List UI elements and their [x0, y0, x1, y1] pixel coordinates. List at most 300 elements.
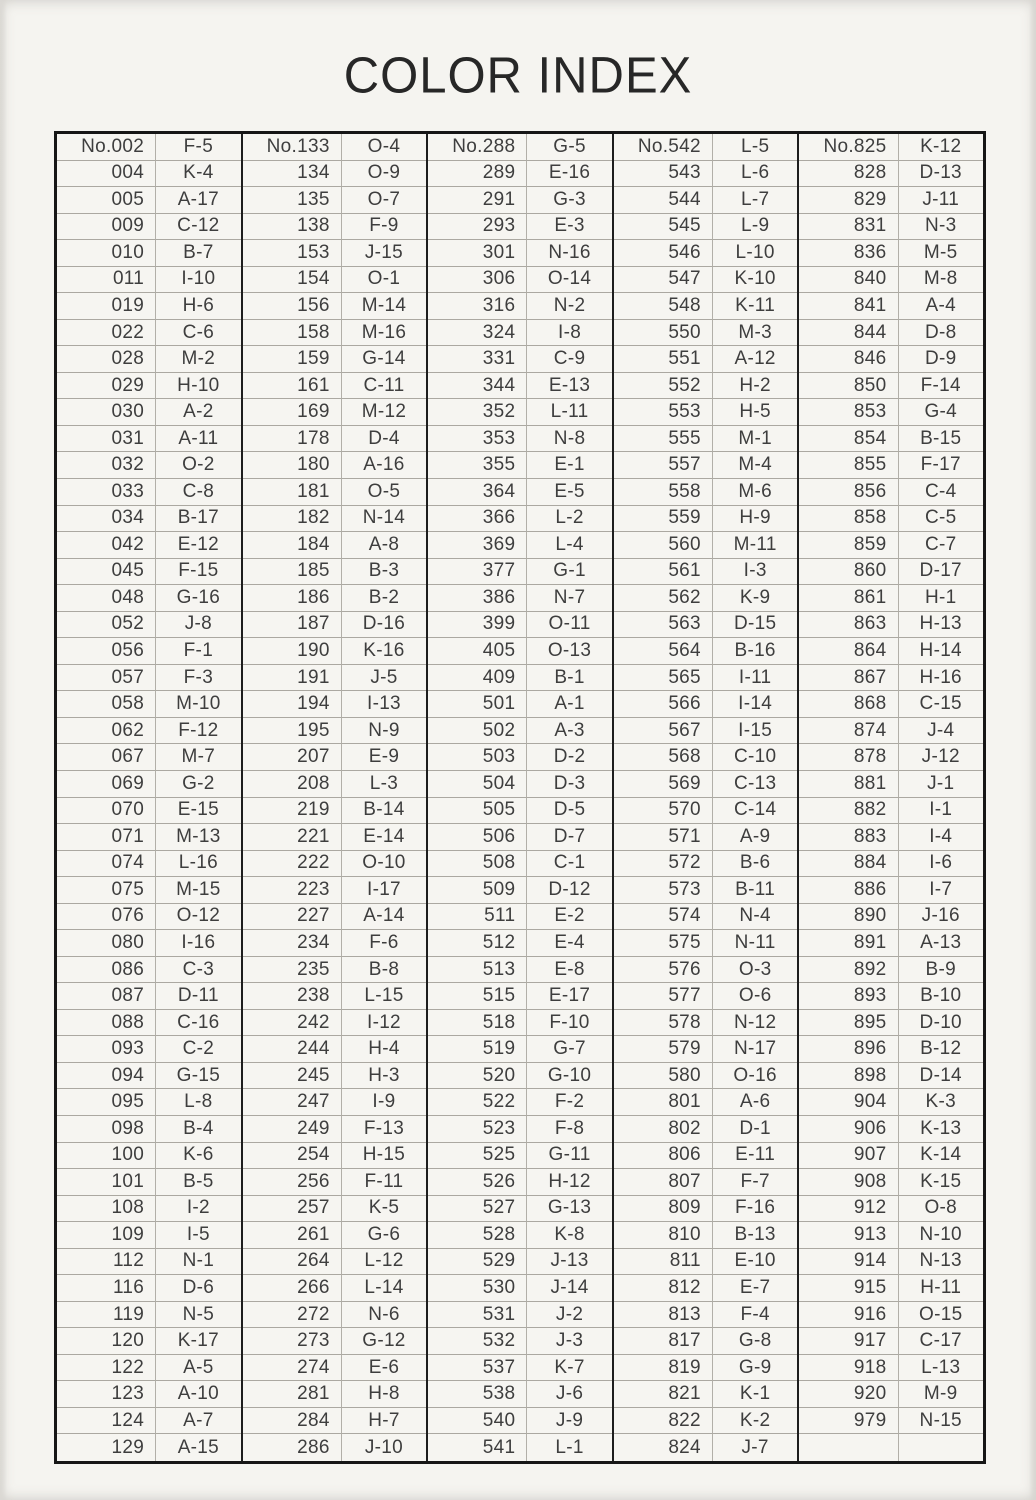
color-code-cell: C-2 [156, 1036, 240, 1063]
color-code-cell: D-13 [899, 161, 983, 188]
color-code-cell: J-12 [899, 744, 983, 771]
color-code-cell: B-13 [713, 1222, 797, 1249]
color-number-cell: 518 [428, 1010, 527, 1037]
color-code-cell: N-14 [342, 506, 426, 533]
color-number-cell: 184 [243, 532, 342, 559]
color-number-cell: 281 [243, 1381, 342, 1408]
color-code-cell: D-9 [899, 346, 983, 373]
color-number-cell: 093 [57, 1036, 156, 1063]
color-number-cell: 867 [799, 665, 898, 692]
color-code-cell: O-10 [342, 851, 426, 878]
color-number-cell: 029 [57, 373, 156, 400]
color-code-cell: O-6 [713, 983, 797, 1010]
color-number-cell: 895 [799, 1010, 898, 1037]
color-number-cell: 574 [614, 904, 713, 931]
color-number-cell: 829 [799, 187, 898, 214]
color-number-cell: 344 [428, 373, 527, 400]
color-number-cell: 153 [243, 240, 342, 267]
color-number-cell: 802 [614, 1116, 713, 1143]
color-code-cell: B-6 [713, 851, 797, 878]
color-code-cell: N-9 [342, 718, 426, 745]
color-number-cell: 158 [243, 320, 342, 347]
color-number-cell: 918 [799, 1355, 898, 1382]
color-code-cell: D-8 [899, 320, 983, 347]
color-code-cell: F-7 [713, 1169, 797, 1196]
color-number-cell: 331 [428, 346, 527, 373]
color-number-cell: 058 [57, 691, 156, 718]
color-code-cell: D-15 [713, 612, 797, 639]
color-number-cell: 366 [428, 506, 527, 533]
color-code-cell: E-4 [527, 930, 611, 957]
color-code-cell: L-13 [899, 1355, 983, 1382]
color-code-cell: M-10 [156, 691, 240, 718]
color-code-cell: I-11 [713, 665, 797, 692]
color-number-cell: 076 [57, 904, 156, 931]
color-number-cell: 505 [428, 798, 527, 825]
color-code-cell: M-13 [156, 824, 240, 851]
color-number-cell: 855 [799, 452, 898, 479]
color-code-cell: F-2 [527, 1089, 611, 1116]
color-number-cell: 301 [428, 240, 527, 267]
color-code-cell: M-1 [713, 426, 797, 453]
color-number-cell: 512 [428, 930, 527, 957]
color-number-cell: 853 [799, 399, 898, 426]
color-code-cell: B-10 [899, 983, 983, 1010]
color-code-cell: G-5 [527, 134, 611, 161]
color-code-cell: B-1 [527, 665, 611, 692]
color-number-cell: 088 [57, 1010, 156, 1037]
color-number-cell: No.825 [799, 134, 898, 161]
color-code-cell: H-15 [342, 1143, 426, 1170]
color-code-cell: O-5 [342, 479, 426, 506]
color-number-cell: 031 [57, 426, 156, 453]
color-code-cell: D-7 [527, 824, 611, 851]
color-code-cell: K-9 [713, 585, 797, 612]
color-number-cell: 846 [799, 346, 898, 373]
color-code-cell: N-6 [342, 1302, 426, 1329]
color-code-cell: H-1 [899, 585, 983, 612]
color-number-cell: 892 [799, 957, 898, 984]
color-code-cell: C-15 [899, 691, 983, 718]
color-number-cell: 019 [57, 293, 156, 320]
color-code-cell: J-4 [899, 718, 983, 745]
color-number-cell: 154 [243, 267, 342, 294]
color-number-cell: 353 [428, 426, 527, 453]
color-code-cell: G-14 [342, 346, 426, 373]
color-number-cell: 011 [57, 267, 156, 294]
color-number-cell: 550 [614, 320, 713, 347]
color-number-cell: 284 [243, 1408, 342, 1435]
color-code-cell: D-5 [527, 798, 611, 825]
color-number-cell: 881 [799, 771, 898, 798]
color-number-cell: 546 [614, 240, 713, 267]
color-code-cell: F-11 [342, 1169, 426, 1196]
color-code-cell: O-14 [527, 267, 611, 294]
color-number-cell: 528 [428, 1222, 527, 1249]
color-number-cell: 506 [428, 824, 527, 851]
color-code-cell: A-17 [156, 187, 240, 214]
color-number-cell: 511 [428, 904, 527, 931]
color-number-cell: 884 [799, 851, 898, 878]
color-number-cell: 293 [428, 214, 527, 241]
color-code-cell: B-11 [713, 877, 797, 904]
color-code-cell: E-13 [527, 373, 611, 400]
color-code-cell: F-10 [527, 1010, 611, 1037]
color-code-cell: A-6 [713, 1089, 797, 1116]
color-number-cell: 116 [57, 1275, 156, 1302]
color-code-cell: J-14 [527, 1275, 611, 1302]
color-number-cell: 854 [799, 426, 898, 453]
color-code-cell: G-2 [156, 771, 240, 798]
color-code-cell: L-16 [156, 851, 240, 878]
color-number-cell: 244 [243, 1036, 342, 1063]
color-code-cell: F-6 [342, 930, 426, 957]
color-code-cell: D-14 [899, 1063, 983, 1090]
color-code-cell: E-16 [527, 161, 611, 188]
color-code-cell: K-11 [713, 293, 797, 320]
color-number-cell: 245 [243, 1063, 342, 1090]
color-code-cell: H-8 [342, 1381, 426, 1408]
color-code-cell: N-1 [156, 1249, 240, 1276]
color-code-cell: C-6 [156, 320, 240, 347]
color-code-cell: K-13 [899, 1116, 983, 1143]
color-number-cell: 890 [799, 904, 898, 931]
color-number-cell: 129 [57, 1434, 156, 1461]
color-number-cell: 559 [614, 506, 713, 533]
color-code-cell: N-5 [156, 1302, 240, 1329]
color-code-cell: L-5 [713, 134, 797, 161]
color-number-cell: 564 [614, 638, 713, 665]
color-code-cell: M-2 [156, 346, 240, 373]
color-number-cell: 124 [57, 1408, 156, 1435]
color-number-cell: 906 [799, 1116, 898, 1143]
color-code-cell: K-16 [342, 638, 426, 665]
color-number-cell: 399 [428, 612, 527, 639]
color-code-cell: D-1 [713, 1116, 797, 1143]
color-code-cell: I-2 [156, 1196, 240, 1223]
color-code-cell: K-1 [713, 1381, 797, 1408]
color-code-cell: N-10 [899, 1222, 983, 1249]
color-number-cell: 882 [799, 798, 898, 825]
color-code-cell: C-14 [713, 798, 797, 825]
color-code-cell: C-5 [899, 506, 983, 533]
color-number-cell: 912 [799, 1196, 898, 1223]
color-code-cell: I-14 [713, 691, 797, 718]
index-column-5 [799, 134, 983, 1461]
color-code-cell: G-8 [713, 1328, 797, 1355]
color-code-cell: B-4 [156, 1116, 240, 1143]
color-code-cell: D-6 [156, 1275, 240, 1302]
color-code-cell: J-6 [527, 1381, 611, 1408]
color-number-cell: 369 [428, 532, 527, 559]
color-code-cell: L-11 [527, 399, 611, 426]
color-number-cell: 009 [57, 214, 156, 241]
color-number-cell: 916 [799, 1302, 898, 1329]
index-column-1 [57, 134, 243, 1461]
color-number-cell: 138 [243, 214, 342, 241]
color-code-cell: O-4 [342, 134, 426, 161]
color-code-cell: E-10 [713, 1249, 797, 1276]
color-code-cell: I-5 [156, 1222, 240, 1249]
color-code-cell: A-2 [156, 399, 240, 426]
color-code-cell: M-6 [713, 479, 797, 506]
color-number-cell: 071 [57, 824, 156, 851]
color-number-cell: 538 [428, 1381, 527, 1408]
color-code-cell: E-7 [713, 1275, 797, 1302]
color-number-cell: 801 [614, 1089, 713, 1116]
color-number-cell: 907 [799, 1143, 898, 1170]
color-code-cell: E-6 [342, 1355, 426, 1382]
color-number-cell: 917 [799, 1328, 898, 1355]
color-number-cell: 254 [243, 1143, 342, 1170]
color-number-cell: 100 [57, 1143, 156, 1170]
color-code-cell: B-7 [156, 240, 240, 267]
color-code-cell: N-17 [713, 1036, 797, 1063]
color-code-cell: L-4 [527, 532, 611, 559]
color-code-cell: H-6 [156, 293, 240, 320]
color-number-cell: 527 [428, 1196, 527, 1223]
color-code-cell: O-12 [156, 904, 240, 931]
color-number-cell: 052 [57, 612, 156, 639]
color-number-cell: 272 [243, 1302, 342, 1329]
color-number-cell: 195 [243, 718, 342, 745]
color-number-cell: 561 [614, 559, 713, 586]
color-number-cell: 274 [243, 1355, 342, 1382]
color-number-cell: 575 [614, 930, 713, 957]
color-number-cell: 545 [614, 214, 713, 241]
index-column-4 [614, 134, 800, 1461]
color-code-cell: M-7 [156, 744, 240, 771]
color-number-cell: 553 [614, 399, 713, 426]
color-code-cell: A-8 [342, 532, 426, 559]
color-code-cell: N-12 [713, 1010, 797, 1037]
color-number-cell: 045 [57, 559, 156, 586]
color-number-cell: 519 [428, 1036, 527, 1063]
color-number-cell: 069 [57, 771, 156, 798]
color-code-cell: D-3 [527, 771, 611, 798]
color-number-cell: 098 [57, 1116, 156, 1143]
color-number-cell: 863 [799, 612, 898, 639]
color-code-cell: D-10 [899, 1010, 983, 1037]
color-number-cell: 525 [428, 1143, 527, 1170]
color-number-cell: 355 [428, 452, 527, 479]
color-number-cell: 580 [614, 1063, 713, 1090]
color-code-cell: G-11 [527, 1143, 611, 1170]
color-code-cell: O-15 [899, 1302, 983, 1329]
color-code-cell: A-13 [899, 930, 983, 957]
color-number-cell: 840 [799, 267, 898, 294]
color-code-cell: L-14 [342, 1275, 426, 1302]
color-number-cell: 878 [799, 744, 898, 771]
color-number-cell: 828 [799, 161, 898, 188]
color-code-cell: J-13 [527, 1249, 611, 1276]
color-number-cell: 208 [243, 771, 342, 798]
color-code-cell: A-5 [156, 1355, 240, 1382]
color-code-cell: J-2 [527, 1302, 611, 1329]
color-number-cell: 122 [57, 1355, 156, 1382]
color-number-cell: 861 [799, 585, 898, 612]
color-code-cell: G-7 [527, 1036, 611, 1063]
color-code-cell: G-4 [899, 399, 983, 426]
color-number-cell: 286 [243, 1434, 342, 1461]
color-number-cell: 123 [57, 1381, 156, 1408]
color-number-cell: 194 [243, 691, 342, 718]
color-number-cell: 513 [428, 957, 527, 984]
color-number-cell: 086 [57, 957, 156, 984]
color-number-cell: 547 [614, 267, 713, 294]
color-number-cell: 565 [614, 665, 713, 692]
color-number-cell: 914 [799, 1249, 898, 1276]
color-number-cell: 979 [799, 1408, 898, 1435]
color-code-cell: J-1 [899, 771, 983, 798]
color-code-cell: F-3 [156, 665, 240, 692]
color-code-cell: N-8 [527, 426, 611, 453]
color-number-cell: 135 [243, 187, 342, 214]
color-code-cell: L-8 [156, 1089, 240, 1116]
color-code-cell: L-2 [527, 506, 611, 533]
color-code-cell: J-15 [342, 240, 426, 267]
color-number-cell: 191 [243, 665, 342, 692]
color-code-cell: H-13 [899, 612, 983, 639]
color-code-cell: O-16 [713, 1063, 797, 1090]
color-number-cell: 813 [614, 1302, 713, 1329]
color-number-cell: 257 [243, 1196, 342, 1223]
color-code-cell: C-12 [156, 214, 240, 241]
color-number-cell: 030 [57, 399, 156, 426]
color-number-cell: 235 [243, 957, 342, 984]
color-number-cell: 577 [614, 983, 713, 1010]
color-code-cell: F-17 [899, 452, 983, 479]
color-code-cell: O-1 [342, 267, 426, 294]
color-number-cell: 509 [428, 877, 527, 904]
color-number-cell: 289 [428, 161, 527, 188]
color-number-cell: 119 [57, 1302, 156, 1329]
color-number-cell: 836 [799, 240, 898, 267]
color-code-cell: C-9 [527, 346, 611, 373]
color-code-cell: C-1 [527, 851, 611, 878]
color-number-cell: 571 [614, 824, 713, 851]
color-code-cell: E-1 [527, 452, 611, 479]
color-number-cell: No.288 [428, 134, 527, 161]
color-code-cell: E-3 [527, 214, 611, 241]
color-code-cell: A-16 [342, 452, 426, 479]
color-code-cell: K-8 [527, 1222, 611, 1249]
color-number-cell: 821 [614, 1381, 713, 1408]
color-number-cell: 501 [428, 691, 527, 718]
color-number-cell: 532 [428, 1328, 527, 1355]
color-code-cell: D-17 [899, 559, 983, 586]
color-number-cell: 541 [428, 1434, 527, 1461]
color-number-cell: 242 [243, 1010, 342, 1037]
color-code-cell: J-5 [342, 665, 426, 692]
color-code-cell: K-10 [713, 267, 797, 294]
color-code-cell [899, 1434, 983, 1461]
color-code-cell: M-15 [156, 877, 240, 904]
color-code-cell: B-8 [342, 957, 426, 984]
color-code-cell: I-7 [899, 877, 983, 904]
color-number-cell: 273 [243, 1328, 342, 1355]
color-number-cell: 560 [614, 532, 713, 559]
color-code-cell: N-3 [899, 214, 983, 241]
color-code-cell: A-1 [527, 691, 611, 718]
color-number-cell: 352 [428, 399, 527, 426]
color-code-cell: F-16 [713, 1196, 797, 1223]
color-number-cell: 190 [243, 638, 342, 665]
color-code-cell: C-7 [899, 532, 983, 559]
color-number-cell: 042 [57, 532, 156, 559]
color-code-cell: L-10 [713, 240, 797, 267]
color-index-table [54, 131, 986, 1464]
color-code-cell: K-17 [156, 1328, 240, 1355]
color-number-cell: 324 [428, 320, 527, 347]
color-number-cell: 108 [57, 1196, 156, 1223]
color-code-cell: A-14 [342, 904, 426, 931]
color-number-cell: 261 [243, 1222, 342, 1249]
color-number-cell: 109 [57, 1222, 156, 1249]
color-code-cell: K-6 [156, 1143, 240, 1170]
color-code-cell: I-6 [899, 851, 983, 878]
color-code-cell: C-17 [899, 1328, 983, 1355]
color-code-cell: M-14 [342, 293, 426, 320]
color-code-cell: J-7 [741, 1436, 769, 1458]
color-number-cell: 291 [428, 187, 527, 214]
color-number-cell: 156 [243, 293, 342, 320]
color-number-cell: 552 [614, 373, 713, 400]
color-code-cell: K-5 [342, 1196, 426, 1223]
color-number-cell: 159 [243, 346, 342, 373]
color-code-cell: G-13 [527, 1196, 611, 1223]
color-code-cell: K-3 [899, 1089, 983, 1116]
color-number-cell: 558 [614, 479, 713, 506]
color-code-cell: K-7 [527, 1355, 611, 1382]
color-number-cell: 515 [428, 983, 527, 1010]
color-code-cell: I-12 [342, 1010, 426, 1037]
color-number-cell: 056 [57, 638, 156, 665]
color-number-cell: 504 [428, 771, 527, 798]
color-code-cell: G-9 [713, 1355, 797, 1382]
color-number-cell: 555 [614, 426, 713, 453]
color-code-cell: I-15 [713, 718, 797, 745]
color-number-cell: 221 [243, 824, 342, 851]
color-code-cell: N-11 [713, 930, 797, 957]
color-number-cell: 409 [428, 665, 527, 692]
color-number-cell: 810 [614, 1222, 713, 1249]
color-number-cell: 868 [799, 691, 898, 718]
color-number-cell: 101 [57, 1169, 156, 1196]
color-code-cell: I-10 [156, 267, 240, 294]
color-number-cell: 572 [614, 851, 713, 878]
color-code-cell: A-12 [713, 346, 797, 373]
color-code-cell: N-16 [527, 240, 611, 267]
color-number-cell: 405 [428, 638, 527, 665]
index-column-2 [243, 134, 429, 1461]
color-code-cell: E-11 [713, 1143, 797, 1170]
color-code-cell: D-16 [342, 612, 426, 639]
color-code-cell: L-6 [713, 161, 797, 188]
color-code-cell: A-4 [899, 293, 983, 320]
color-code-cell: F-8 [527, 1116, 611, 1143]
color-code-cell: L-1 [555, 1436, 584, 1458]
color-number-cell: 182 [243, 506, 342, 533]
color-number-cell: 819 [614, 1355, 713, 1382]
color-number-cell: 567 [614, 718, 713, 745]
color-code-cell: C-16 [156, 1010, 240, 1037]
color-number-cell: 896 [799, 1036, 898, 1063]
color-number-cell: 316 [428, 293, 527, 320]
color-number-cell: No.542 [614, 134, 713, 161]
color-number-cell: 080 [57, 930, 156, 957]
color-code-cell: J-9 [527, 1408, 611, 1435]
